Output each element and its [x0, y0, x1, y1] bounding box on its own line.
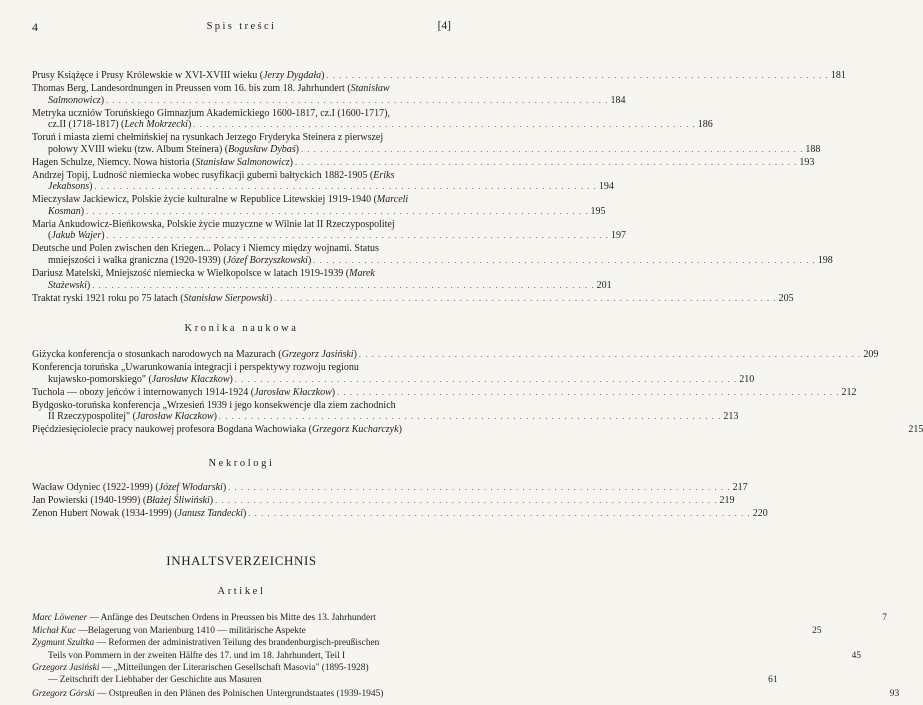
entry-text: połowy XVIII wieku (tzw. Album Steinera) (: [48, 143, 229, 155]
entry-author: Jarosław Kłaczkow: [254, 386, 332, 398]
toc-entry: [32, 688, 900, 700]
leader-dots: [335, 387, 841, 399]
entry-title: [32, 689, 383, 700]
entry-text: — „Mitteilungen der Literarischen Gesellschaft Masovia" (1895-1928): [99, 663, 369, 674]
page-ref: 212: [841, 386, 857, 398]
entry-tail: ): [295, 143, 299, 155]
toc-line: [32, 194, 451, 206]
toc-line: [32, 255, 833, 267]
toc-articles-list: [32, 70, 846, 306]
entry-title: [32, 362, 359, 373]
toc-entry: [32, 625, 822, 637]
entry-title: [48, 411, 217, 423]
entry-title: [32, 108, 390, 119]
toc-line: [32, 132, 451, 144]
toc-line: [32, 362, 451, 374]
entry-author: Bogusław Dybaś: [228, 143, 296, 155]
entry-tail: ): [243, 507, 247, 519]
entry-title: [32, 663, 369, 673]
entry-tail: ): [100, 94, 105, 106]
toc-line: [32, 205, 606, 218]
entry-title: [32, 268, 375, 279]
entry-title: [32, 387, 335, 399]
entry-title: [32, 170, 394, 181]
toc-line: [32, 663, 451, 674]
entry-title: [48, 206, 84, 218]
entry-text: Andrzej Topij, Ludność niemiecka wobec rusyfikacji guberni bałtyckich 1882-1905 (: [32, 169, 374, 181]
page-ref: 45: [851, 650, 861, 661]
entry-title: [48, 255, 311, 267]
nekrologi-heading: Nekrologi: [208, 458, 275, 469]
entry-text: Toruń i miasta ziemi chełmińskiej na rysunkach Jerzego Fryderyka Steinera z pierwszej: [32, 132, 384, 144]
entry-title: [32, 83, 390, 94]
kronika-list: [32, 349, 923, 437]
entry-tail: ): [289, 156, 293, 168]
leader-dots: [311, 255, 817, 267]
toc-entry: [32, 194, 606, 217]
page-ref: 205: [778, 292, 794, 304]
entry-author: Jekabsons: [48, 181, 90, 193]
entry-text: — Anfänge des Deutschen Ordens in Preussen bis Mitte des 13. Jahrhundert: [87, 613, 376, 623]
toc-line: [32, 507, 768, 520]
page-ref: 195: [590, 205, 606, 217]
entry-tail: ): [321, 70, 325, 81]
entry-title: [32, 194, 408, 205]
entry-text: Dariusz Matelski, Mniejszość niemiecka w Wielkopolsce w latach 1919-1939 (: [32, 268, 350, 280]
entry-title: [48, 280, 90, 292]
toc-entry: [32, 156, 815, 169]
entry-author: Michał Kuc: [32, 626, 77, 637]
entry-title: [48, 144, 299, 156]
toc-entry: [32, 243, 833, 267]
toc-line: [32, 688, 900, 700]
toc-line: [32, 219, 451, 231]
toc-entry: [32, 82, 626, 106]
entry-text: mniejszości i walka graniczna (1920-1939) (: [48, 255, 227, 267]
page-ref: 197: [611, 230, 626, 242]
artikel-heading: Artikel: [217, 586, 266, 597]
toc-line: [32, 386, 857, 399]
toc-entry: [32, 107, 713, 131]
entry-tail: ): [353, 349, 357, 360]
toc-line: [32, 143, 821, 156]
entry-title: [32, 243, 379, 254]
page-ref: 194: [598, 181, 614, 193]
leader-dots: [357, 349, 863, 361]
entry-title: [32, 638, 379, 648]
toc-line: [32, 674, 778, 686]
toc-entry: [32, 70, 846, 82]
entry-author: Błażej Śliwiński: [146, 494, 210, 506]
toc-line: [32, 411, 739, 423]
toc-entry: [32, 663, 778, 687]
entry-text: Jan Powierski (1940-1999) (: [32, 494, 147, 506]
toc-line: [32, 83, 451, 95]
page-ref: 193: [799, 156, 815, 168]
page-ref: 25: [812, 626, 822, 637]
entry-text: (: [48, 230, 52, 242]
leader-dots: [299, 144, 805, 156]
page-ref: 219: [719, 494, 735, 506]
toc-entry: [32, 218, 626, 242]
entry-title: [32, 293, 272, 305]
entry-author: Marek: [349, 268, 375, 280]
entry-title: [32, 400, 396, 411]
entry-tail: ): [229, 373, 233, 385]
entry-author: Jarosław Kłaczkow: [151, 373, 230, 385]
entry-author: Eriks: [373, 169, 395, 181]
entry-text: Bydgosko-toruńska konferencja „Wrzesień 1939 i jego konsekwencje dla ziem zachodnich: [32, 399, 396, 411]
entry-author: Józef Włodarski: [158, 482, 223, 493]
entry-title: [32, 508, 246, 520]
entry-title: [48, 119, 191, 131]
page-ref: 186: [697, 119, 713, 131]
entry-author: Lech Mokrzecki: [124, 119, 188, 131]
inhalt-list: [32, 612, 900, 701]
page-ref: 181: [830, 70, 846, 81]
toc-line: [32, 292, 794, 305]
page-ref: 217: [732, 482, 748, 493]
entry-tail: ): [213, 411, 217, 423]
entry-text: Konferencja toruńska „Uwarunkowania integracji i perspektywy rozwoju regionu: [32, 361, 359, 373]
entry-tail: ): [187, 119, 192, 131]
page-ref: 209: [863, 349, 879, 360]
entry-author: Kosman: [48, 205, 81, 217]
entry-title: [32, 349, 357, 361]
page-ref: 213: [723, 411, 739, 423]
toc-entry: [32, 482, 748, 494]
entry-title: [32, 157, 293, 169]
leader-dots: [324, 70, 830, 82]
leader-dots: [84, 206, 590, 218]
toc-line: [32, 482, 748, 494]
toc-entry: [32, 507, 768, 520]
toc-line: [32, 119, 713, 131]
leader-dots: [90, 280, 596, 292]
entry-author: Janusz Tandecki: [177, 507, 243, 519]
entry-title: [32, 482, 226, 494]
toc-entry: [32, 612, 887, 624]
entry-text: cz.II (1718-1817) (: [48, 119, 125, 131]
toc-line: [32, 94, 626, 107]
nekrologi-list: [32, 482, 768, 521]
entry-title: [48, 374, 233, 386]
entry-author: Jakub Wajer: [51, 230, 102, 242]
entry-text: — Reformen der administrativen Teilung des brandenburgisch-preußischen: [94, 638, 380, 649]
entry-text: Pięćdziesięciolecie pracy naukowej profesora Bogdana Wachowiaka (: [32, 424, 312, 436]
entry-author: Salmonowicz: [48, 94, 101, 106]
entry-title: [32, 132, 383, 143]
toc-line: [32, 638, 451, 649]
page-ref: 220: [752, 507, 768, 519]
page-ref: 210: [739, 373, 755, 385]
entry-text: II Rzeczypospolitej" (: [48, 411, 136, 423]
leader-dots: [217, 411, 723, 423]
entry-author: Józef Borzyszkowski: [226, 255, 308, 267]
leader-dots: [246, 508, 752, 520]
toc-entry: [32, 399, 739, 423]
entry-author: Zygmunt Szultka: [32, 638, 95, 649]
toc-line: [32, 268, 451, 280]
toc-line: [32, 494, 735, 507]
entry-title: [32, 424, 402, 436]
toc-line: [32, 625, 822, 637]
toc-entry: [32, 424, 923, 436]
entry-text: Teils von Pommern in der zweiten Hälfte des 17. und im 18. Jahrhundert, Teil I: [48, 650, 346, 661]
leader-dots: [226, 482, 732, 494]
toc-entry: [32, 268, 612, 291]
toc-entry: [32, 132, 821, 155]
toc-line: [32, 230, 626, 242]
toc-entry: [32, 361, 755, 385]
entry-title: [48, 651, 345, 662]
toc-entry: [32, 292, 794, 305]
inhalt-heading: INHALTSVERZEICHNIS: [166, 553, 317, 568]
page-ref: 215: [908, 424, 923, 436]
toc-entry: [32, 386, 857, 399]
entry-author: Stanisław Salmonowicz: [195, 156, 290, 168]
leader-dots: [213, 495, 719, 507]
entry-text: Deutsche und Polen zwischen den Kriegen... Polacy i Niemcy między wojnami. Status: [32, 243, 379, 255]
entry-tail: ): [80, 205, 85, 217]
entry-text: Prusy Książęce i Prusy Królewskie w XVI-XVIII wieku (: [32, 70, 264, 81]
entry-text: Thomas Berg, Landesordnungen in Preussen vom 16. bis zum 18. Jahrhundert (: [32, 82, 351, 94]
entry-tail: ): [268, 292, 273, 304]
page-ref: 188: [805, 143, 821, 155]
leader-dots: [233, 374, 739, 386]
toc-entry: [32, 638, 861, 662]
toc-line: [32, 373, 755, 386]
page-number: 4: [32, 20, 38, 34]
entry-author: Stanisław Sierpowski: [183, 292, 269, 304]
toc-line: [32, 349, 879, 361]
toc-line: [32, 108, 451, 120]
entry-title: [48, 675, 262, 686]
leader-dots: [105, 230, 611, 242]
entry-author: Marc Löwener: [32, 613, 88, 623]
toc-line: [32, 279, 612, 292]
entry-text: Hagen Schulze, Niemcy. Nowa historia (: [32, 156, 196, 168]
entry-text: kujawsko-pomorskiego" (: [48, 373, 152, 385]
toc-entry: [32, 349, 879, 361]
entry-author: Grzegorz Jasiński: [281, 349, 354, 360]
entry-author: Jarosław Kłaczkow: [135, 411, 214, 423]
entry-text: — Zeitschrift der Liebhaber der Geschichte aus Masuren: [48, 675, 262, 686]
entry-text: —Belagerung von Marienburg 1410 — militärische Aspekte: [76, 626, 306, 637]
entry-title: [32, 70, 324, 82]
entry-text: Wacław Odyniec (1922-1999) (: [32, 482, 159, 493]
toc-line: [32, 156, 815, 169]
entry-title: [32, 613, 376, 624]
leader-dots: [191, 119, 697, 131]
page-ref: 198: [817, 255, 833, 267]
entry-title: [48, 181, 92, 193]
entry-tail: ): [331, 386, 336, 398]
entry-text: Traktat ryski 1921 roku po 75 latach (: [32, 292, 184, 304]
page-ref: 7: [882, 613, 887, 623]
running-title: Spis treści: [206, 21, 277, 32]
entry-author: Jerzy Dygdała: [263, 70, 322, 81]
page-header: [32, 20, 451, 36]
toc-line: [32, 424, 923, 436]
toc-line: [32, 612, 887, 624]
page-ref: 93: [889, 688, 900, 699]
leader-dots: [272, 293, 778, 305]
entry-title: [32, 626, 306, 637]
entry-author: Grzegorz Górski: [32, 688, 95, 699]
entry-tail: ): [222, 482, 227, 493]
entry-text: — Ostpreußen in den Plänen des Polnischen Untergrundstaates (1939-1945): [94, 688, 384, 699]
toc-entry: [32, 494, 735, 507]
section-number: [4]: [437, 20, 451, 32]
entry-title: [32, 495, 213, 507]
entry-text: Giżycka konferencja o stosunkach narodowych na Mazurach (: [32, 349, 282, 360]
toc-line: [32, 70, 846, 82]
entry-title: [48, 95, 104, 107]
entry-tail: ): [86, 279, 91, 291]
entry-author: Marceli: [376, 194, 409, 206]
entry-text: Metryka uczniów Toruńskiego Gimnazjum Akademickiego 1600-1817, cz.I (1600-1717),: [32, 107, 390, 119]
entry-tail: ): [89, 181, 93, 193]
entry-text: Tuchola — obozy jeńców i internowanych 1914-1924 (: [32, 386, 255, 398]
leader-dots: [293, 157, 799, 169]
toc-line: [32, 243, 451, 255]
toc-entry: [32, 169, 614, 193]
toc-line: [32, 170, 451, 182]
entry-text: Maria Ankudowicz-Bieńkowska, Polskie życie muzyczne w Wilnie lat II Rzeczypospolitej: [32, 218, 395, 230]
toc-line: [32, 181, 614, 193]
leader-dots: [92, 181, 598, 193]
entry-title: [48, 230, 105, 242]
entry-text: Zenon Hubert Nowak (1934-1999) (: [32, 507, 178, 519]
toc-line: [32, 400, 451, 412]
entry-tail: ): [307, 255, 312, 267]
entry-author: Stanisław: [350, 82, 390, 94]
page-ref: 61: [768, 675, 778, 686]
entry-author: Grzegorz Jasiński: [32, 663, 100, 674]
page-ref: 184: [610, 94, 626, 106]
entry-author: Grzegorz Kucharczyk: [312, 424, 399, 436]
entry-text: Mieczysław Jackiewicz, Polskie życie kulturalne w Republice Litewskiej 1919-1940 (: [32, 194, 377, 206]
leader-dots: [104, 95, 610, 107]
kronika-heading: Kronika naukowa: [184, 323, 299, 334]
entry-tail: ): [101, 230, 105, 242]
toc-line: [32, 650, 861, 662]
page-ref: 201: [596, 279, 612, 291]
entry-author: Stażewski: [48, 279, 87, 291]
entry-title: [32, 219, 395, 230]
entry-tail: ): [398, 424, 402, 436]
entry-tail: ): [209, 494, 214, 506]
